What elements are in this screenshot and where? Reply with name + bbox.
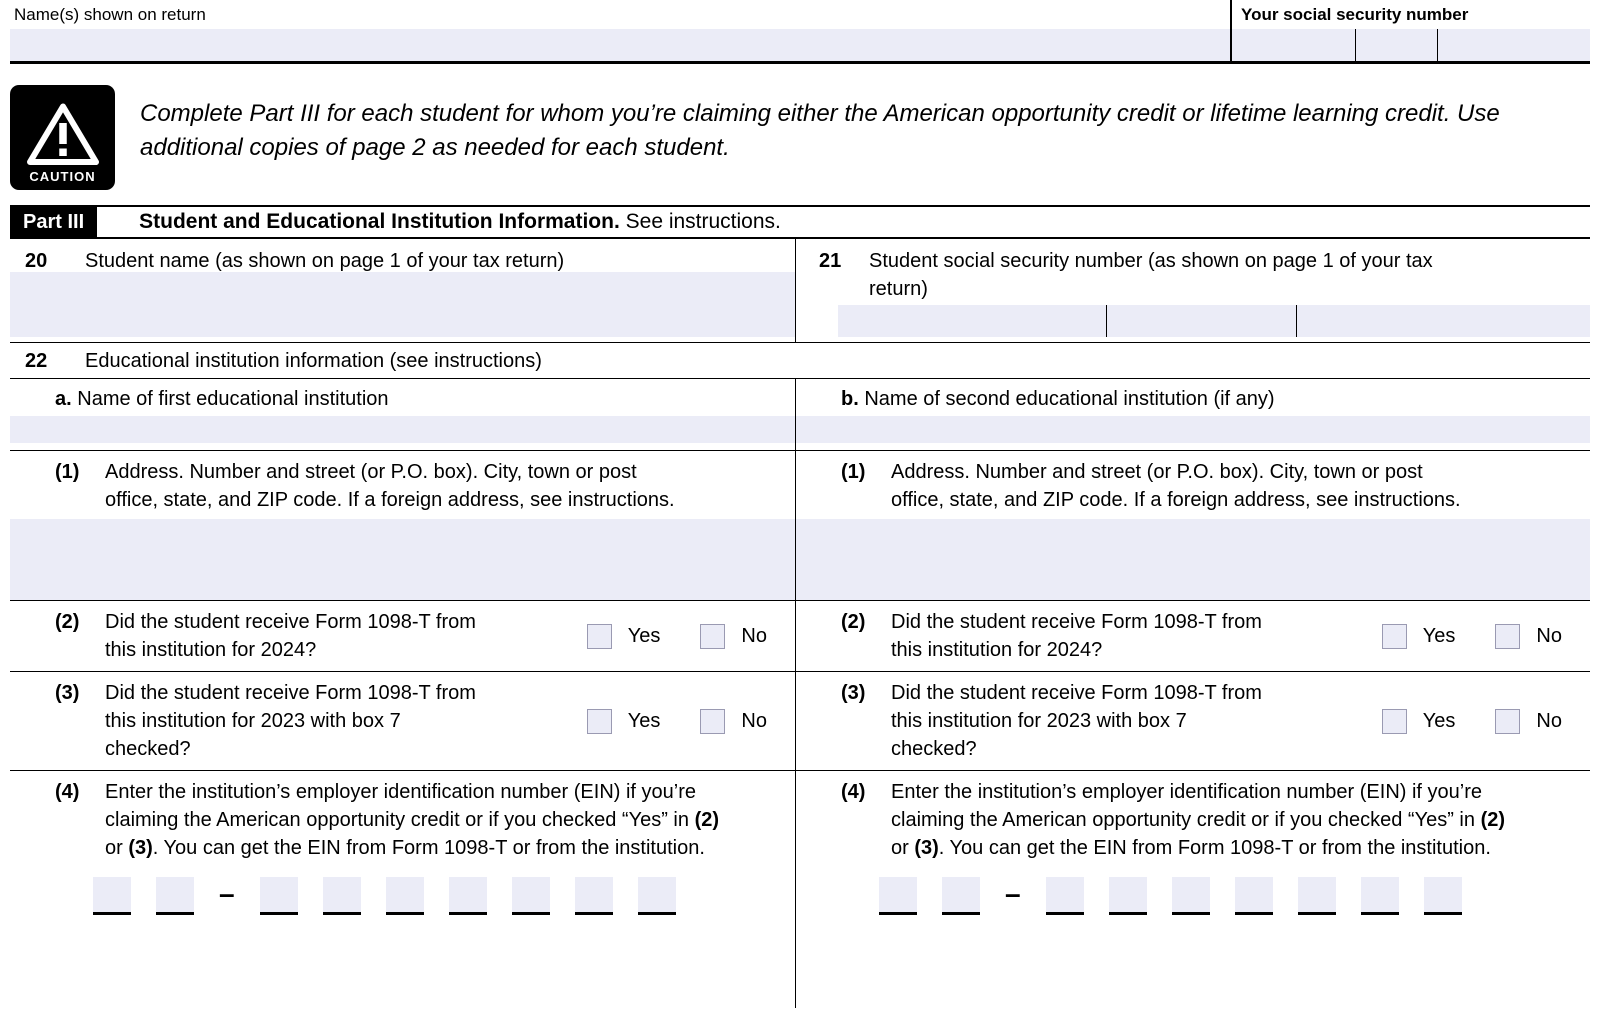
institution-a-address-input[interactable]: [10, 519, 795, 600]
ein-digit-box[interactable]: [323, 877, 361, 915]
caution-word: CAUTION: [29, 169, 96, 184]
ein-instruction-text: Enter the institution’s employer identification number (EIN) if you’re claiming the American opportunity credit or if you checked “Yes” in (2) or (3). You can get the EIN from Form 1098-T or from the institution.: [105, 781, 720, 859]
part-iii-header: [10, 205, 1590, 239]
q2-yes-checkbox-a[interactable]: [587, 624, 612, 649]
part-iii-instructions: See instructions.: [619, 210, 781, 233]
ssn-input: [1232, 29, 1590, 61]
item-4-number: (4): [55, 781, 80, 803]
institution-b-address-block: [796, 451, 1590, 601]
ein-digit-box[interactable]: [93, 877, 131, 915]
address-item-text: Address. Number and street (or P.O. box). City, town or post office, state, and ZIP code. If a foreign address, see instructions.: [105, 461, 675, 511]
ein-instruction-text: Enter the institution’s employer identification number (EIN) if you’re claiming the American opportunity credit or if you checked “Yes” in (2) or (3). You can get the EIN from Form 1098-T or from the institution.: [891, 781, 1506, 859]
institution-b-ein-input: [879, 877, 1590, 915]
q2-b-checkbox-group: [1382, 624, 1562, 649]
line-22-label: Educational institution information (see instructions): [85, 350, 542, 372]
ein-digit-box[interactable]: [1046, 877, 1084, 915]
ein-digit-box[interactable]: [1424, 877, 1462, 915]
ein-digit-box[interactable]: [638, 877, 676, 915]
row-20-21: [10, 239, 1590, 343]
ein-digit-box[interactable]: [1298, 877, 1336, 915]
q2-a-checkbox-group: [587, 624, 767, 649]
ein-digit-box[interactable]: [879, 877, 917, 915]
form-1098t-2023-question: Did the student receive Form 1098-T from this institution for 2023 with box 7 checked?: [891, 682, 1262, 760]
institution-a-ein-input: [93, 877, 795, 915]
form-1098t-2024-question: Did the student receive Form 1098-T from this institution for 2024?: [105, 611, 476, 661]
q2-no-label-b: No: [1536, 624, 1562, 647]
ein-dash: –: [219, 878, 235, 909]
student-name-input[interactable]: [10, 272, 795, 337]
part-iii-title: [139, 210, 781, 234]
name-on-return-label: Name(s) shown on return: [14, 5, 206, 24]
q2-no-checkbox-b[interactable]: [1495, 624, 1520, 649]
institution-a-label-text: Name of first educational institution: [77, 388, 389, 410]
q3-no-label-b: No: [1536, 709, 1562, 732]
q2-no-label-a: No: [741, 624, 767, 647]
institution-b-1098t-2023-block: [796, 672, 1590, 771]
line-22-row: [10, 343, 1590, 379]
part-iii-title-text: Student and Educational Institution Information.: [139, 210, 620, 233]
item-1-number: (1): [841, 461, 866, 483]
line-20-number: 20: [25, 250, 48, 272]
institution-a-address-block: [10, 451, 795, 601]
institution-a-column: [10, 379, 796, 1008]
institution-b-label-text: Name of second educational institution (if any): [864, 388, 1275, 410]
part-iii-badge: Part III: [10, 207, 97, 237]
line-20-cell: [10, 239, 796, 342]
ein-digit-box[interactable]: [512, 877, 550, 915]
student-ssn-segment-3[interactable]: [1296, 305, 1590, 337]
q2-yes-checkbox-b[interactable]: [1382, 624, 1407, 649]
ein-digit-box[interactable]: [1109, 877, 1147, 915]
institution-a-1098t-2023-block: [10, 672, 795, 771]
student-ssn-segment-2[interactable]: [1106, 305, 1296, 337]
form-8863-part-iii: [10, 0, 1590, 1008]
institution-b-address-input[interactable]: [796, 519, 1590, 600]
item-2-number: (2): [55, 611, 80, 633]
q3-yes-checkbox-b[interactable]: [1382, 709, 1407, 734]
line-20-label: Student name (as shown on page 1 of your tax return): [85, 250, 565, 272]
q3-yes-checkbox-a[interactable]: [587, 709, 612, 734]
q3-no-checkbox-b[interactable]: [1495, 709, 1520, 734]
institution-a-ein-block: [10, 771, 795, 915]
q3-no-label-a: No: [741, 709, 767, 732]
q3-yes-label-a: Yes: [627, 709, 661, 732]
address-item-text: Address. Number and street (or P.O. box). City, town or post office, state, and ZIP code. If a foreign address, see instructions.: [891, 461, 1461, 511]
q3-a-checkbox-group: [587, 709, 767, 734]
q2-yes-label-a: Yes: [627, 624, 661, 647]
institution-b-name-block: [796, 379, 1590, 451]
item-3-number: (3): [55, 682, 80, 704]
q3-b-checkbox-group: [1382, 709, 1562, 734]
q3-yes-label-b: Yes: [1422, 709, 1456, 732]
taxpayer-header-row: [10, 0, 1590, 64]
ein-digit-box[interactable]: [260, 877, 298, 915]
q2-no-checkbox-a[interactable]: [700, 624, 725, 649]
ein-digit-box[interactable]: [942, 877, 980, 915]
item-4-number: (4): [841, 781, 866, 803]
institution-columns: [10, 379, 1590, 1008]
institution-a-prefix: a.: [55, 388, 72, 410]
student-ssn-segment-1[interactable]: [838, 305, 1106, 337]
institution-b-ein-block: [796, 771, 1590, 915]
ein-digit-box[interactable]: [449, 877, 487, 915]
ein-digit-box[interactable]: [156, 877, 194, 915]
item-1-number: (1): [55, 461, 80, 483]
name-on-return-input[interactable]: [10, 29, 1230, 61]
ssn-cell: [1232, 0, 1590, 61]
ssn-segment-2[interactable]: [1355, 29, 1437, 61]
name-on-return-cell: [10, 0, 1232, 61]
line-21-label: Student social security number (as shown on page 1 of your tax return): [869, 250, 1433, 300]
ein-dash: –: [1005, 878, 1021, 909]
line-21-cell: [796, 239, 1590, 342]
student-ssn-input: [838, 305, 1590, 337]
item-2-number: (2): [841, 611, 866, 633]
line-22-number: 22: [25, 350, 48, 372]
institution-b-prefix: b.: [841, 388, 859, 410]
institution-a-name-label: [10, 386, 795, 412]
institution-b-1098t-2024-block: [796, 601, 1590, 672]
ssn-label: Your social security number: [1241, 5, 1469, 24]
form-1098t-2023-question: Did the student receive Form 1098-T from this institution for 2023 with box 7 checked?: [105, 682, 476, 760]
ssn-segment-1[interactable]: [1232, 29, 1355, 61]
ein-digit-box[interactable]: [575, 877, 613, 915]
q3-no-checkbox-a[interactable]: [700, 709, 725, 734]
caution-section: [10, 64, 1590, 205]
caution-icon: [10, 85, 115, 190]
ein-digit-box[interactable]: [1235, 877, 1273, 915]
institution-a-1098t-2024-block: [10, 601, 795, 672]
caution-text: Complete Part III for each student for whom you’re claiming either the American opportunity credit or lifetime learning credit. Use additional copies of page 2 as needed for each student.: [140, 100, 1500, 161]
ein-digit-box[interactable]: [386, 877, 424, 915]
institution-b-name-input[interactable]: [796, 416, 1590, 443]
line-21-number: 21: [819, 250, 842, 272]
form-1098t-2024-question: Did the student receive Form 1098-T from this institution for 2024?: [891, 611, 1262, 661]
institution-b-name-label: [796, 386, 1590, 412]
institution-a-name-input[interactable]: [10, 416, 795, 443]
ssn-segment-3[interactable]: [1437, 29, 1590, 61]
caution-triangle-icon: [23, 102, 103, 168]
institution-b-column: [796, 379, 1590, 1008]
institution-a-name-block: [10, 379, 795, 451]
item-3-number: (3): [841, 682, 866, 704]
ein-digit-box[interactable]: [1361, 877, 1399, 915]
ein-digit-box[interactable]: [1172, 877, 1210, 915]
q2-yes-label-b: Yes: [1422, 624, 1456, 647]
